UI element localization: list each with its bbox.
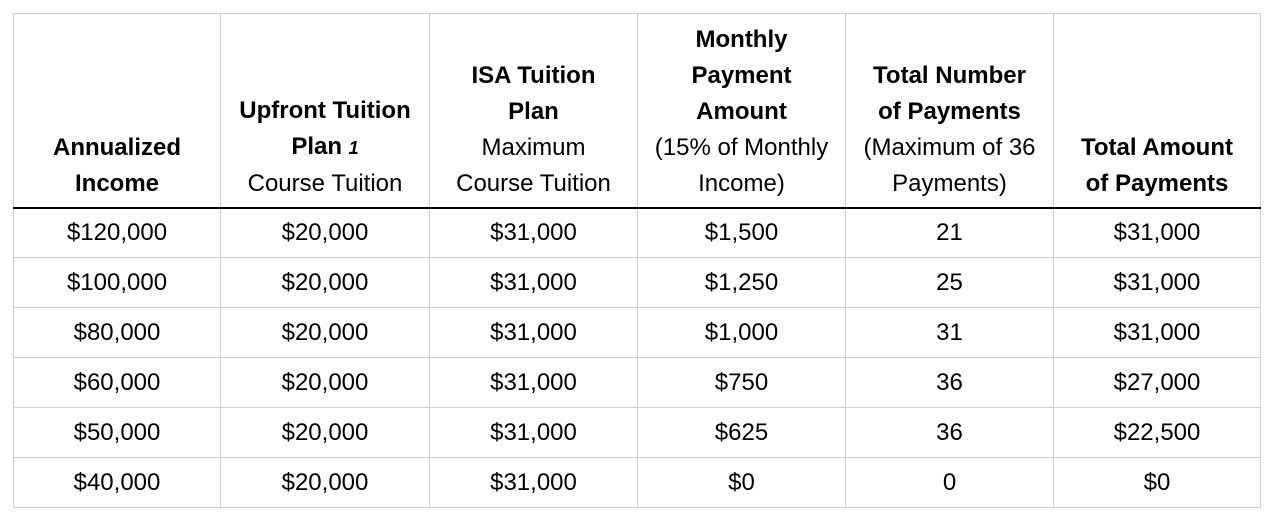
cell-upfront-tuition: $20,000 [221, 208, 430, 258]
cell-isa-max-tuition: $31,000 [430, 358, 638, 408]
cell-total-amount: $31,000 [1054, 258, 1261, 308]
header-subline: Course Tuition [456, 169, 611, 197]
header-total-amount-of-payments [1054, 14, 1261, 208]
cell-isa-max-tuition: $31,000 [430, 258, 638, 308]
cell-isa-max-tuition: $31,000 [430, 408, 638, 458]
cell-total-amount: $31,000 [1054, 208, 1261, 258]
cell-number-of-payments: 0 [846, 458, 1054, 508]
cell-total-amount: $22,500 [1054, 408, 1261, 458]
cell-number-of-payments: 31 [846, 308, 1054, 358]
header-monthly-payment-amount [638, 14, 846, 208]
header-line: Total Number [873, 61, 1026, 89]
header-line: Monthly [695, 25, 788, 53]
cell-monthly-payment: $0 [638, 458, 846, 508]
header-subline: Payments) [892, 169, 1007, 197]
cell-isa-max-tuition: $31,000 [430, 308, 638, 358]
header-annualized-income [14, 14, 221, 208]
header-isa-tuition-plan [430, 14, 638, 208]
cell-upfront-tuition: $20,000 [221, 408, 430, 458]
cell-upfront-tuition: $20,000 [221, 358, 430, 408]
header-line: Income [74, 169, 160, 197]
header-line: ISA Tuition [471, 61, 596, 89]
cell-isa-max-tuition: $31,000 [430, 458, 638, 508]
footnote-marker: 1 [348, 137, 359, 158]
tuition-comparison-table [13, 13, 1261, 508]
header-upfront-tuition-plan [221, 14, 430, 208]
cell-monthly-payment: $625 [638, 408, 846, 458]
header-total-number-of-payments [846, 14, 1054, 208]
header-line: Upfront Tuition [239, 96, 411, 124]
table-row [14, 358, 1261, 408]
header-subline: Maximum [481, 133, 586, 161]
cell-total-amount: $31,000 [1054, 308, 1261, 358]
header-line: Total Amount [1081, 133, 1233, 161]
table-row [14, 208, 1261, 258]
cell-monthly-payment: $1,500 [638, 208, 846, 258]
header-subline: Income) [698, 169, 785, 197]
header-line-text: Plan [291, 132, 342, 160]
cell-annualized-income: $60,000 [14, 358, 221, 408]
header-subline: Course Tuition [247, 169, 403, 197]
cell-number-of-payments: 25 [846, 258, 1054, 308]
cell-total-amount: $0 [1054, 458, 1261, 508]
table-row [14, 408, 1261, 458]
cell-upfront-tuition: $20,000 [221, 258, 430, 308]
header-row [14, 14, 1261, 208]
cell-number-of-payments: 21 [846, 208, 1054, 258]
cell-upfront-tuition: $20,000 [221, 458, 430, 508]
cell-annualized-income: $50,000 [14, 408, 221, 458]
header-line: Amount [696, 97, 787, 125]
cell-annualized-income: $100,000 [14, 258, 221, 308]
cell-annualized-income: $80,000 [14, 308, 221, 358]
cell-number-of-payments: 36 [846, 408, 1054, 458]
table-row [14, 308, 1261, 358]
header-line: Annualized [52, 133, 181, 161]
cell-monthly-payment: $1,000 [638, 308, 846, 358]
table-row [14, 458, 1261, 508]
header-line [221, 129, 429, 166]
table-row [14, 258, 1261, 308]
cell-total-amount: $27,000 [1054, 358, 1261, 408]
cell-annualized-income: $120,000 [14, 208, 221, 258]
cell-monthly-payment: $750 [638, 358, 846, 408]
cell-number-of-payments: 36 [846, 358, 1054, 408]
header-line: Payment [691, 61, 792, 89]
cell-isa-max-tuition: $31,000 [430, 208, 638, 258]
header-line: Plan [508, 97, 559, 125]
header-subline: (15% of Monthly [654, 133, 829, 161]
header-line: of Payments [1085, 169, 1229, 197]
header-subline: (Maximum of 36 [863, 133, 1036, 161]
cell-upfront-tuition: $20,000 [221, 308, 430, 358]
cell-annualized-income: $40,000 [14, 458, 221, 508]
header-line: of Payments [878, 97, 1021, 125]
cell-monthly-payment: $1,250 [638, 258, 846, 308]
